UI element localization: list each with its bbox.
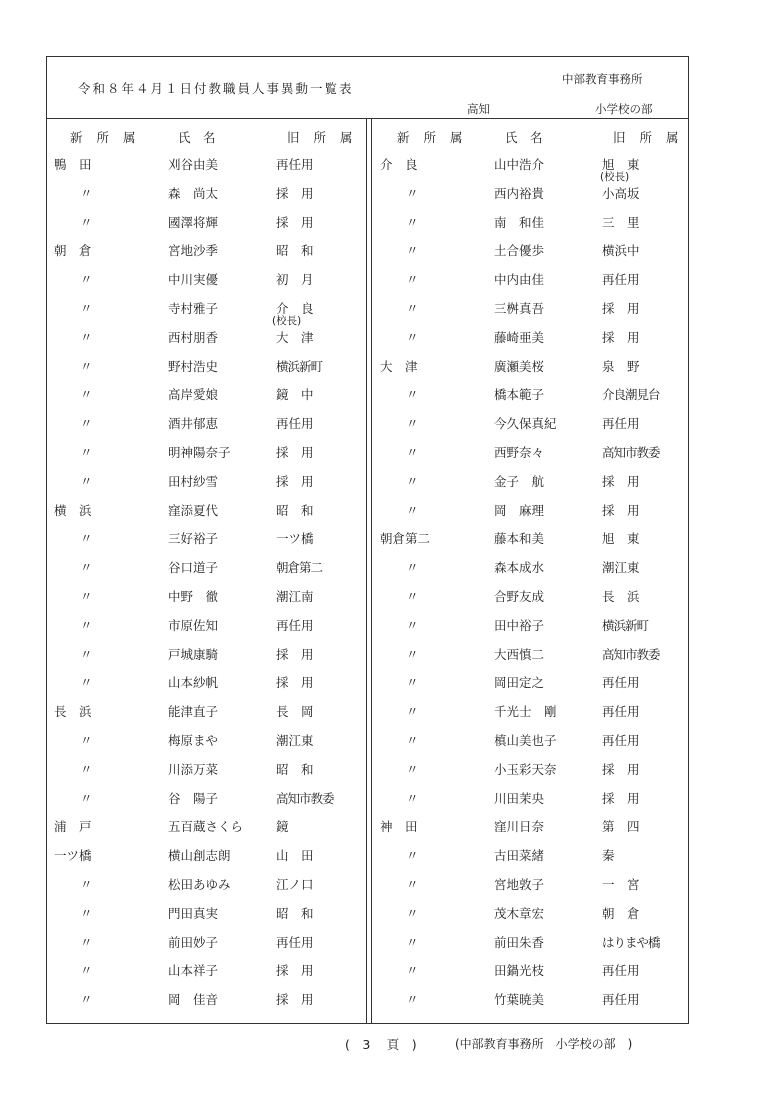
- previous-assignment: 再任用: [602, 416, 640, 432]
- col-header-name: 氏 名: [505, 130, 543, 145]
- new-assignment: 〃: [406, 790, 419, 806]
- previous-assignment: 横浜新町: [602, 617, 649, 633]
- new-assignment: 〃: [80, 733, 93, 748]
- new-assignment: 長 浜: [54, 704, 92, 720]
- table-row: [54, 702, 354, 722]
- table-row: [54, 846, 354, 866]
- col-header-new: 新 所 属: [70, 130, 141, 145]
- previous-assignment: 旭 東: [602, 157, 640, 172]
- new-assignment: 〃: [80, 329, 93, 345]
- staff-name: 宮地敦子: [494, 877, 545, 892]
- staff-name: 宮地沙季: [168, 243, 219, 259]
- staff-name: 千光士 剛: [494, 704, 557, 720]
- previous-assignment: 再任用: [602, 272, 640, 288]
- new-assignment: 浦 戸: [54, 819, 92, 835]
- table-row: [54, 443, 354, 463]
- table-row: [380, 817, 680, 837]
- staff-name: 山本祥子: [168, 963, 219, 979]
- staff-name: 森 尚太: [168, 185, 219, 201]
- staff-name: 窪添夏代: [168, 502, 219, 518]
- new-assignment: 〃: [406, 848, 419, 864]
- previous-assignment: 長 浜: [602, 589, 640, 604]
- previous-assignment: 泉 野: [602, 358, 640, 374]
- header-divider: [47, 118, 688, 119]
- staff-name: 岡 佳音: [168, 992, 219, 1008]
- staff-name: 合野友成: [494, 589, 545, 604]
- previous-assignment: 鏡 中: [276, 387, 314, 403]
- footer-office: (中部教育事務所 小学校の部 ): [455, 1037, 633, 1051]
- new-assignment: 〃: [406, 646, 419, 662]
- table-row: [54, 645, 354, 665]
- new-assignment: 大 津: [380, 358, 418, 374]
- staff-name: 藤崎亜美: [494, 329, 545, 345]
- previous-assignment: 潮江東: [276, 733, 314, 748]
- new-assignment: 〃: [80, 877, 93, 892]
- staff-name: 中川実優: [168, 272, 219, 288]
- previous-assignment: 採 用: [602, 790, 640, 806]
- previous-assignment: 再任用: [602, 992, 640, 1008]
- table-row: [380, 241, 680, 261]
- staff-name: 明神陽奈子: [168, 445, 231, 460]
- table-row: [54, 270, 354, 290]
- new-assignment: 〃: [80, 272, 93, 288]
- new-assignment: 〃: [406, 214, 419, 230]
- previous-assignment: 潮江南: [276, 589, 314, 604]
- new-assignment: 〃: [80, 589, 93, 604]
- previous-assignment: 再任用: [602, 963, 640, 979]
- new-assignment: 〃: [80, 473, 93, 489]
- previous-assignment: 採 用: [602, 301, 640, 316]
- new-assignment: 〃: [406, 185, 419, 201]
- table-row: [380, 328, 680, 348]
- previous-assignment: 一 宮: [602, 877, 640, 892]
- table-row: [380, 846, 680, 866]
- table-row: [54, 414, 354, 434]
- staff-name: 南 和佳: [494, 214, 545, 230]
- new-assignment: 〃: [406, 272, 419, 288]
- new-assignment: 〃: [406, 905, 419, 921]
- table-row: [380, 933, 680, 953]
- new-assignment: 〃: [80, 617, 93, 633]
- new-assignment: 〃: [406, 963, 419, 979]
- previous-assignment: 昭 和: [276, 905, 314, 921]
- previous-assignment: 昭 和: [276, 761, 314, 777]
- staff-name: 市原佐知: [168, 617, 219, 633]
- table-row: [54, 616, 354, 636]
- table-row: [380, 385, 680, 405]
- previous-assignment: 採 用: [276, 473, 314, 489]
- new-assignment: 〃: [80, 761, 93, 777]
- staff-name: 酒井郁恵: [168, 416, 219, 432]
- col-header-old: 旧 所 属: [613, 130, 684, 145]
- table-row: [380, 875, 680, 895]
- col-header-name: 氏 名: [178, 130, 216, 145]
- new-assignment: 〃: [80, 185, 93, 201]
- table-row: [380, 155, 680, 175]
- new-assignment: 〃: [80, 934, 93, 950]
- previous-assignment: 横浜新町: [276, 358, 323, 374]
- staff-name: 五百蔵さくら: [168, 819, 244, 835]
- new-assignment: 〃: [406, 445, 419, 460]
- table-row: [380, 472, 680, 492]
- previous-assignment: 朝 倉: [602, 905, 640, 921]
- table-row: [54, 760, 354, 780]
- table-row: [54, 501, 354, 521]
- table-row: [54, 241, 354, 261]
- staff-name: 茂木章宏: [494, 905, 545, 921]
- new-assignment: 〃: [406, 589, 419, 604]
- new-assignment: 介 良: [380, 157, 418, 172]
- staff-name: 谷口道子: [168, 560, 219, 576]
- table-row: [380, 961, 680, 981]
- new-assignment: 〃: [406, 301, 419, 316]
- staff-name: 山本紗帆: [168, 675, 219, 691]
- city-label: 高知: [467, 102, 490, 116]
- previous-assignment: 採 用: [602, 502, 640, 518]
- new-assignment: 〃: [406, 761, 419, 777]
- previous-assignment: 採 用: [276, 445, 314, 460]
- new-assignment: 〃: [406, 992, 419, 1008]
- staff-name: 岡田定之: [494, 675, 545, 691]
- table-row: [54, 385, 354, 405]
- new-assignment: 〃: [406, 243, 419, 259]
- table-row: [380, 501, 680, 521]
- table-row: [54, 587, 354, 607]
- previous-assignment: 朝倉第二: [276, 560, 323, 576]
- table-row: [380, 587, 680, 607]
- new-assignment: 一ツ橋: [54, 848, 92, 864]
- new-assignment: 〃: [80, 531, 93, 547]
- previous-assignment: 再任用: [602, 704, 640, 720]
- table-row: [54, 904, 354, 924]
- staff-name: 廣瀬美桜: [494, 358, 545, 374]
- table-row: [54, 990, 354, 1010]
- new-assignment: 朝 倉: [54, 243, 92, 259]
- previous-assignment: 大 津: [276, 329, 314, 345]
- staff-name: 刈谷由美: [168, 157, 219, 172]
- new-assignment: 〃: [406, 934, 419, 950]
- staff-name: 西村朋香: [168, 329, 219, 345]
- previous-assignment: 横浜中: [602, 243, 640, 259]
- previous-assignment: 昭 和: [276, 502, 314, 518]
- table-row: [54, 558, 354, 578]
- previous-assignment: 再任用: [276, 617, 314, 633]
- new-assignment: 〃: [80, 416, 93, 432]
- table-row: [54, 299, 354, 319]
- staff-name: 國澤将輝: [168, 214, 219, 230]
- table-row: [380, 299, 680, 319]
- previous-assignment: 高知市教委: [602, 646, 660, 662]
- staff-name: 橋本範子: [494, 387, 545, 403]
- new-assignment: 〃: [406, 560, 419, 576]
- new-assignment: 〃: [406, 387, 419, 403]
- previous-assignment: 初 月: [276, 272, 314, 288]
- previous-assignment: 高知市教委: [602, 445, 660, 460]
- col-header-new: 新 所 属: [397, 130, 468, 145]
- staff-name: 西野奈々: [494, 445, 545, 460]
- new-assignment: 〃: [80, 963, 93, 979]
- previous-assignment: 再任用: [276, 416, 314, 432]
- principal-note: (校長): [600, 171, 630, 183]
- table-row: [54, 933, 354, 953]
- new-assignment: 神 田: [380, 819, 418, 835]
- table-row: [380, 529, 680, 549]
- principal-note: (校長): [272, 315, 302, 327]
- previous-assignment: 山 田: [276, 848, 314, 864]
- previous-assignment: 第 四: [602, 819, 640, 835]
- new-assignment: 〃: [80, 560, 93, 576]
- new-assignment: 〃: [80, 301, 93, 316]
- previous-assignment: 一ツ橋: [276, 531, 314, 547]
- table-row: [54, 731, 354, 751]
- new-assignment: 〃: [80, 445, 93, 460]
- previous-assignment: 再任用: [276, 934, 314, 950]
- staff-name: 寺村雅子: [168, 301, 219, 316]
- new-assignment: 〃: [80, 675, 93, 691]
- new-assignment: 〃: [406, 329, 419, 345]
- staff-name: 横山創志朗: [168, 848, 231, 864]
- staff-name: 谷 陽子: [168, 790, 219, 806]
- table-row: [54, 155, 354, 175]
- previous-assignment: 採 用: [276, 675, 314, 691]
- staff-name: 窪川日奈: [494, 819, 545, 835]
- staff-name: 大西慎二: [494, 646, 545, 662]
- table-row: [54, 357, 354, 377]
- new-assignment: 〃: [80, 214, 93, 230]
- table-row: [54, 184, 354, 204]
- previous-assignment: 再任用: [602, 675, 640, 691]
- previous-assignment: 昭 和: [276, 243, 314, 259]
- new-assignment: 〃: [80, 992, 93, 1008]
- table-row: [54, 472, 354, 492]
- table-row: [380, 731, 680, 751]
- staff-name: 三好裕子: [168, 531, 219, 547]
- new-assignment: 〃: [406, 473, 419, 489]
- table-row: [54, 817, 354, 837]
- table-row: [380, 616, 680, 636]
- new-assignment: 〃: [80, 905, 93, 921]
- table-row: [380, 414, 680, 434]
- table-row: [380, 990, 680, 1010]
- table-row: [380, 673, 680, 693]
- table-row: [54, 673, 354, 693]
- office-name: 中部教育事務所: [562, 72, 643, 86]
- staff-name: 中内由佳: [494, 272, 545, 288]
- new-assignment: 〃: [80, 358, 93, 374]
- table-row: [380, 702, 680, 722]
- staff-name: 今久保真紀: [494, 416, 557, 432]
- staff-name: 高岸愛娘: [168, 387, 219, 403]
- staff-name: 森本成水: [494, 560, 545, 576]
- staff-name: 山中浩介: [494, 157, 545, 172]
- table-row: [54, 961, 354, 981]
- new-assignment: 〃: [406, 502, 419, 518]
- table-row: [54, 328, 354, 348]
- new-assignment: 〃: [80, 646, 93, 662]
- previous-assignment: 採 用: [602, 329, 640, 345]
- previous-assignment: 採 用: [276, 214, 314, 230]
- staff-name: 田鍋光枝: [494, 963, 545, 979]
- table-row: [380, 357, 680, 377]
- staff-name: 松田あゆみ: [168, 877, 231, 892]
- staff-name: 中野 徹: [168, 589, 219, 604]
- staff-name: 田中裕子: [494, 617, 545, 633]
- section-label: 小学校の部: [595, 102, 653, 116]
- previous-assignment: 採 用: [602, 761, 640, 777]
- staff-name: 岡 麻理: [494, 502, 545, 518]
- previous-assignment: 旭 東: [602, 531, 640, 547]
- previous-assignment: 採 用: [276, 992, 314, 1008]
- table-row: [380, 645, 680, 665]
- new-assignment: 〃: [406, 733, 419, 748]
- document-title: 令和８年４月１日付教職員人事異動一覧表: [78, 81, 354, 96]
- previous-assignment: 潮江東: [602, 560, 640, 576]
- table-row: [380, 270, 680, 290]
- new-assignment: 〃: [406, 877, 419, 892]
- table-row: [54, 213, 354, 233]
- col-header-old: 旧 所 属: [287, 130, 358, 145]
- previous-assignment: 三 里: [602, 214, 640, 230]
- staff-name: 田村紗雪: [168, 473, 219, 489]
- table-row: [380, 184, 680, 204]
- column-divider-right: [371, 118, 372, 1023]
- staff-name: 小玉彩天奈: [494, 761, 557, 777]
- table-row: [380, 789, 680, 809]
- previous-assignment: 採 用: [276, 185, 314, 201]
- new-assignment: 〃: [80, 387, 93, 403]
- staff-name: 古田菜緒: [494, 848, 545, 864]
- page-number: ( 3 頁 ): [345, 1037, 417, 1052]
- new-assignment: 〃: [406, 704, 419, 720]
- table-row: [54, 529, 354, 549]
- column-divider-left: [366, 118, 367, 1023]
- staff-name: 竹葉暁美: [494, 992, 545, 1008]
- previous-assignment: 採 用: [276, 646, 314, 662]
- new-assignment: 朝倉第二: [380, 531, 431, 547]
- staff-name: 藤本和美: [494, 531, 545, 547]
- staff-name: 川添万菜: [168, 761, 219, 777]
- table-row: [380, 443, 680, 463]
- previous-assignment: 鏡: [276, 819, 289, 835]
- previous-assignment: 小高坂: [602, 185, 640, 201]
- staff-name: 前田朱香: [494, 934, 545, 950]
- table-row: [54, 789, 354, 809]
- new-assignment: 〃: [406, 617, 419, 633]
- staff-name: 能津直子: [168, 704, 219, 720]
- staff-name: 土合優歩: [494, 243, 545, 259]
- staff-name: 西内裕貴: [494, 185, 545, 201]
- previous-assignment: 高知市教委: [276, 790, 334, 806]
- previous-assignment: 江ノ口: [276, 877, 314, 892]
- new-assignment: 横 浜: [54, 502, 92, 518]
- table-row: [380, 904, 680, 924]
- previous-assignment: 再任用: [276, 157, 314, 172]
- previous-assignment: はりまや橋: [602, 934, 660, 950]
- previous-assignment: 秦: [602, 848, 615, 864]
- new-assignment: 鴨 田: [54, 157, 92, 172]
- staff-name: 川田茉央: [494, 790, 545, 806]
- new-assignment: 〃: [80, 790, 93, 806]
- new-assignment: 〃: [406, 675, 419, 691]
- staff-name: 金子 航: [494, 473, 545, 489]
- previous-assignment: 採 用: [602, 473, 640, 489]
- previous-assignment: 介良潮見台: [602, 387, 660, 403]
- staff-name: 野村浩史: [168, 358, 219, 374]
- previous-assignment: 採 用: [276, 963, 314, 979]
- staff-name: 門田真実: [168, 905, 219, 921]
- table-row: [380, 760, 680, 780]
- previous-assignment: 介 良: [276, 301, 314, 316]
- staff-name: 梅原まや: [168, 733, 219, 748]
- table-row: [380, 558, 680, 578]
- staff-name: 槙山美也子: [494, 733, 557, 748]
- table-row: [380, 213, 680, 233]
- table-row: [54, 875, 354, 895]
- staff-name: 三桝真吾: [494, 301, 545, 316]
- previous-assignment: 再任用: [602, 733, 640, 748]
- previous-assignment: 長 岡: [276, 704, 314, 720]
- staff-name: 戸城康騎: [168, 646, 219, 662]
- new-assignment: 〃: [406, 416, 419, 432]
- staff-name: 前田妙子: [168, 934, 219, 950]
